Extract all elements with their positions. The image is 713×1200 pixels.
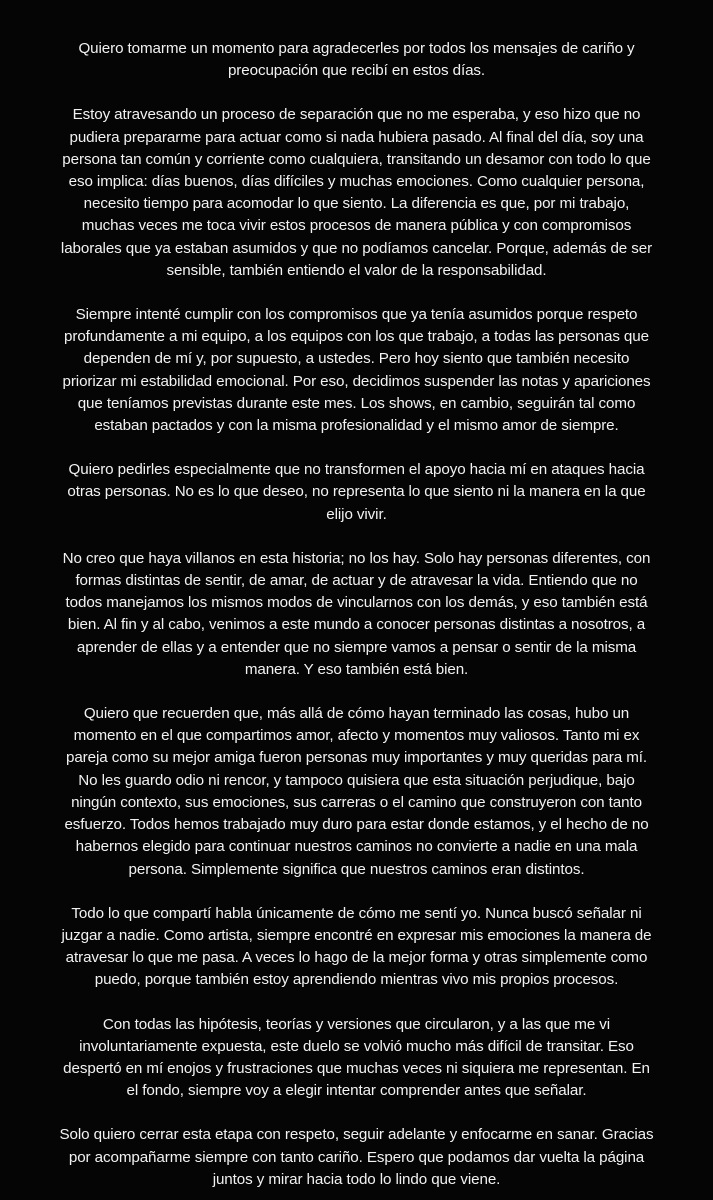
paragraph-no-villains: No creo que haya villanos en esta historia; no los hay. Solo hay personas diferentes, con formas distintas de sentir, de amar, de actuar y de atravesar la vida. Entiendo que no todos manejamos los mismos modos de vincularnos con los demás, y eso también está bien. Al fin y al cabo, venimos a este mundo a conocer personas distintas a nosotros, a aprender de ellas y a entender que no siempre vamos a pensar o sentir de la misma manera. Y eso también está bien. bbox=[62, 549, 651, 678]
paragraph-shared-feelings: Todo lo que compartí habla únicamente de cómo me sentí yo. Nunca buscó señalar ni juzgar a nadie. Como artista, siempre encontré en expresar mis emociones la manera de atravesar lo que me pasa. A veces lo hago de la mejor forma y otras simplemente como puedo, porque también estoy aprendiendo mientras vivo mis propios procesos. bbox=[61, 904, 652, 989]
paragraph-hypotheses: Con todas las hipótesis, teorías y versiones que circularon, y a las que me vi involuntariamente expuesta, este duelo se volvió mucho más difícil de transitar. Eso despertó en mí enojos y frustraciones que muchas veces ni siquiera me representan. En el fondo, siempre voy a elegir intentar comprender antes que señalar. bbox=[63, 1015, 650, 1100]
paragraph-remember: Quiero que recuerden que, más allá de cómo hayan terminado las cosas, hubo un momento en el que compartimos amor, afecto y momentos muy valiosos. Tanto mi ex pareja como su mejor amiga fueron personas muy importantes y muy queridas para mí. No les guardo odio ni rencor, y tampoco quisiera que esta situación perjudique, bajo ningún contexto, sus emociones, sus carreras o el camino que construyeron con tanto esfuerzo. Todos hemos trabajado muy duro para estar donde estamos, y el hecho de no habernos elegido para continuar nuestros caminos no convierte a nadie en una mala persona. Simplemente significa que nuestros caminos eran distintos. bbox=[64, 705, 649, 878]
paragraph-request: Quiero pedirles especialmente que no transformen el apoyo hacia mí en ataques hacia otras personas. No es lo que deseo, no representa lo que siento ni la manera en la que elijo vivir. bbox=[67, 461, 646, 523]
paragraph-separation: Estoy atravesando un proceso de separación que no me esperaba, y eso hizo que no pudiera prepararme para actuar como si nada hubiera pasado. Al final del día, soy una persona tan común y corriente como cualquiera, transitando un desamor con todo lo que eso implica: días buenos, días difíciles y muchas emociones. Como cualquier persona, necesito tiempo para acomodar lo que siento. La diferencia es que, por mi trabajo, muchas veces me toca vivir estos procesos de manera pública y con compromisos laborales que ya estaban asumidos y que no podíamos cancelar. Porque, además de ser sensible, también entiendo el valor de la responsabilidad. bbox=[60, 106, 653, 279]
paragraph-commitments: Siempre intenté cumplir con los compromisos que ya tenía asumidos porque respeto profundamente a mi equipo, a los equipos con los que trabajo, a todas las personas que dependen de mí y, por supuesto, a ustedes. Pero hoy siento que también necesito priorizar mi estabilidad emocional. Por eso, decidimos suspender las notas y apariciones que teníamos previstas durante este mes. Los shows, en cambio, seguirán tal como estaban pactados y con la misma profesionalidad y el mismo amor de siempre. bbox=[62, 306, 651, 435]
statement-text-block bbox=[0, 38, 713, 1191]
paragraph-thanks: Quiero tomarme un momento para agradecerles por todos los mensajes de cariño y preocupación que recibí en estos días. bbox=[78, 40, 635, 80]
paragraph-closing: Solo quiero cerrar esta etapa con respeto, seguir adelante y enfocarme en sanar. Gracias por acompañarme siempre con tanto cariño. Espero que podamos dar vuelta la página juntos y mirar hacia todo lo lindo que viene. bbox=[59, 1126, 654, 1188]
